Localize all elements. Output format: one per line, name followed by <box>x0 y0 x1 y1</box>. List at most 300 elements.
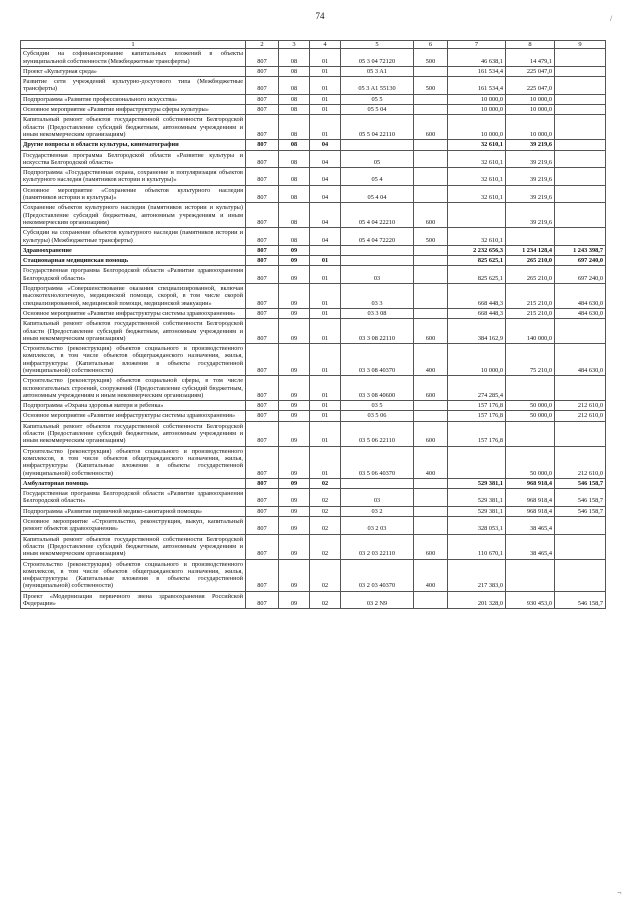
expense-type <box>414 105 448 115</box>
column-header: 2 <box>246 41 279 49</box>
section-code: 09 <box>279 376 310 401</box>
target-article <box>341 140 414 150</box>
amount-year2: 10 000,0 <box>506 94 555 104</box>
expense-type <box>414 411 448 421</box>
expense-type: 400 <box>414 344 448 376</box>
section-code: 08 <box>279 140 310 150</box>
ministry-code: 807 <box>246 256 279 266</box>
table-row <box>21 266 606 284</box>
target-article: 03 2 03 22110 <box>341 534 414 559</box>
column-header: 3 <box>279 41 310 49</box>
amount-year3 <box>555 94 606 104</box>
amount-year1: 825 625,1 <box>448 266 506 284</box>
column-header: 7 <box>448 41 506 49</box>
row-name: Капитальный ремонт объектов государственной собственности Белгородской области (Предоставление субсидий бюджетным, автономным учреждениям и иным некоммерческим организациям) <box>21 115 246 140</box>
ministry-code: 807 <box>246 591 279 609</box>
subsection-code: 01 <box>310 49 341 67</box>
amount-year2: 225 047,0 <box>506 77 555 95</box>
amount-year2: 265 210,0 <box>506 266 555 284</box>
ministry-code: 807 <box>246 401 279 411</box>
ministry-code: 807 <box>246 49 279 67</box>
ministry-code: 807 <box>246 115 279 140</box>
expense-type <box>414 168 448 186</box>
amount-year3 <box>555 421 606 446</box>
amount-year1 <box>448 446 506 478</box>
amount-year3 <box>555 66 606 76</box>
target-article: 03 5 06 22110 <box>341 421 414 446</box>
section-code: 09 <box>279 421 310 446</box>
subsection-code: 02 <box>310 591 341 609</box>
ministry-code: 807 <box>246 105 279 115</box>
table-row <box>21 308 606 318</box>
amount-year3: 212 610,0 <box>555 401 606 411</box>
amount-year3: 484 630,0 <box>555 308 606 318</box>
ministry-code: 807 <box>246 421 279 446</box>
expense-type <box>414 489 448 507</box>
ministry-code: 807 <box>246 77 279 95</box>
target-article: 03 2 <box>341 506 414 516</box>
row-name: Амбулаторная помощь <box>21 478 246 488</box>
amount-year1: 161 534,4 <box>448 77 506 95</box>
amount-year2: 39 219,6 <box>506 203 555 228</box>
amount-year2 <box>506 228 555 246</box>
expense-type: 400 <box>414 446 448 478</box>
section-code: 09 <box>279 256 310 266</box>
section-code: 09 <box>279 266 310 284</box>
amount-year3: 546 158,7 <box>555 591 606 609</box>
subsection-code: 04 <box>310 168 341 186</box>
target-article: 03 3 <box>341 284 414 309</box>
ministry-code: 807 <box>246 284 279 309</box>
amount-year3 <box>555 203 606 228</box>
table-row <box>21 344 606 376</box>
target-article: 05 4 04 72220 <box>341 228 414 246</box>
table-row <box>21 228 606 246</box>
section-code: 09 <box>279 534 310 559</box>
amount-year3 <box>555 319 606 344</box>
table-row <box>21 559 606 591</box>
amount-year1: 529 381,1 <box>448 478 506 488</box>
amount-year2: 225 047,0 <box>506 66 555 76</box>
subsection-code: 01 <box>310 319 341 344</box>
ministry-code: 807 <box>246 344 279 376</box>
target-article: 05 <box>341 150 414 168</box>
ministry-code: 807 <box>246 168 279 186</box>
amount-year1: 529 381,1 <box>448 489 506 507</box>
table-row <box>21 421 606 446</box>
subsection-code: 02 <box>310 478 341 488</box>
subsection-code: 04 <box>310 150 341 168</box>
amount-year1: 10 000,0 <box>448 105 506 115</box>
amount-year2: 930 453,0 <box>506 591 555 609</box>
ministry-code: 807 <box>246 228 279 246</box>
expense-type: 500 <box>414 77 448 95</box>
row-name: Капитальный ремонт объектов государственной собственности Белгородской области (Предоставление субсидий бюджетным, автономным учреждениям и иным некоммерческим организациям) <box>21 421 246 446</box>
expense-type <box>414 150 448 168</box>
ministry-code: 807 <box>246 185 279 203</box>
amount-year1: 46 638,1 <box>448 49 506 67</box>
amount-year3 <box>555 77 606 95</box>
table-row <box>21 319 606 344</box>
column-header: 4 <box>310 41 341 49</box>
table-row <box>21 256 606 266</box>
expense-type: 500 <box>414 228 448 246</box>
table-row <box>21 401 606 411</box>
target-article: 03 3 08 22110 <box>341 319 414 344</box>
target-article: 05 5 04 <box>341 105 414 115</box>
section-code: 08 <box>279 203 310 228</box>
expense-type <box>414 308 448 318</box>
amount-year3: 697 240,0 <box>555 266 606 284</box>
target-article <box>341 245 414 255</box>
row-name: Основное мероприятие «Строительство, реконструкция, выкуп, капитальный ремонт объектов здравоохранения» <box>21 517 246 535</box>
subsection-code: 02 <box>310 517 341 535</box>
row-name: Сохранение объектов культурного наследия (памятников истории и культуры) (Предоставление субсидий бюджетным, автономным учреждениям и иным некоммерческим организациям) <box>21 203 246 228</box>
row-name: Строительство (реконструкция) объектов социального и производственного комплексов, в том числе объектов общегражданского назначения, жилья, инфраструктуры (Капитальные вложения в объекты государственной (муниципальной) собственности) <box>21 559 246 591</box>
target-article: 03 2 N9 <box>341 591 414 609</box>
subsection-code: 01 <box>310 256 341 266</box>
amount-year3: 212 610,0 <box>555 446 606 478</box>
target-article: 03 <box>341 266 414 284</box>
target-article: 05 3 04 72120 <box>341 49 414 67</box>
subsection-code: 01 <box>310 66 341 76</box>
amount-year2: 140 000,0 <box>506 319 555 344</box>
expense-type <box>414 245 448 255</box>
section-code: 08 <box>279 94 310 104</box>
section-code: 08 <box>279 66 310 76</box>
table-row <box>21 284 606 309</box>
ministry-code: 807 <box>246 376 279 401</box>
ministry-code: 807 <box>246 319 279 344</box>
table-row <box>21 105 606 115</box>
amount-year2: 265 210,0 <box>506 256 555 266</box>
target-article: 03 2 03 40370 <box>341 559 414 591</box>
row-name: Субсидии на сохранение объектов культурного наследия (памятников истории и культуры) (Межбюджетные трансферты) <box>21 228 246 246</box>
table-body <box>21 49 606 609</box>
target-article: 03 2 03 <box>341 517 414 535</box>
section-code: 08 <box>279 185 310 203</box>
row-name: Основное мероприятие «Развитие инфраструктуры сферы культуры» <box>21 105 246 115</box>
amount-year3 <box>555 228 606 246</box>
amount-year3 <box>555 168 606 186</box>
expense-type <box>414 284 448 309</box>
section-code: 09 <box>279 489 310 507</box>
expense-type <box>414 140 448 150</box>
subsection-code: 01 <box>310 344 341 376</box>
row-name: Основное мероприятие «Развитие инфраструктуры системы здравоохранения» <box>21 308 246 318</box>
row-name: Стационарная медицинская помощь <box>21 256 246 266</box>
target-article: 03 3 08 <box>341 308 414 318</box>
table-row <box>21 203 606 228</box>
subsection-code: 01 <box>310 376 341 401</box>
section-code: 09 <box>279 344 310 376</box>
section-code: 08 <box>279 49 310 67</box>
amount-year3 <box>555 376 606 401</box>
target-article: 05 4 04 22210 <box>341 203 414 228</box>
expense-type <box>414 185 448 203</box>
expense-type <box>414 256 448 266</box>
amount-year3 <box>555 150 606 168</box>
table-row <box>21 168 606 186</box>
amount-year1: 157 176,8 <box>448 411 506 421</box>
amount-year3 <box>555 115 606 140</box>
row-name: Капитальный ремонт объектов государственной собственности Белгородской области (Предоставление субсидий бюджетным, автономным учреждениям и иным некоммерческим организациям) <box>21 319 246 344</box>
ministry-code: 807 <box>246 203 279 228</box>
budget-table <box>20 40 606 609</box>
section-code: 08 <box>279 115 310 140</box>
section-code: 08 <box>279 168 310 186</box>
amount-year1 <box>448 203 506 228</box>
table-row <box>21 376 606 401</box>
row-name: Основное мероприятие «Сохранение объектов культурного наследия (памятников истории и культуры)» <box>21 185 246 203</box>
table-row <box>21 478 606 488</box>
ministry-code: 807 <box>246 308 279 318</box>
section-code: 09 <box>279 411 310 421</box>
column-header: 5 <box>341 41 414 49</box>
column-header: 1 <box>21 41 246 49</box>
amount-year2: 968 918,4 <box>506 506 555 516</box>
target-article: 05 5 <box>341 94 414 104</box>
table-row <box>21 446 606 478</box>
amount-year2: 39 219,6 <box>506 140 555 150</box>
ministry-code: 807 <box>246 559 279 591</box>
amount-year2: 968 918,4 <box>506 478 555 488</box>
row-name: Государственная программа Белгородской области «Развитие культуры и искусства Белгородской области» <box>21 150 246 168</box>
ministry-code: 807 <box>246 489 279 507</box>
target-article: 03 5 <box>341 401 414 411</box>
amount-year2: 215 210,0 <box>506 284 555 309</box>
table-row <box>21 489 606 507</box>
section-code: 09 <box>279 591 310 609</box>
row-name: Проект «Культурная среда» <box>21 66 246 76</box>
subsection-code: 04 <box>310 203 341 228</box>
target-article: 05 5 04 22110 <box>341 115 414 140</box>
target-article: 03 3 08 40370 <box>341 344 414 376</box>
amount-year1: 110 670,1 <box>448 534 506 559</box>
amount-year1: 161 534,4 <box>448 66 506 76</box>
amount-year3 <box>555 559 606 591</box>
subsection-code: 01 <box>310 421 341 446</box>
target-article <box>341 256 414 266</box>
expense-type: 600 <box>414 319 448 344</box>
amount-year2: 38 465,4 <box>506 534 555 559</box>
amount-year3: 546 158,7 <box>555 506 606 516</box>
row-name: Строительство (реконструкция) объектов социальной сферы, в том числе вспомогательных строений, сооружений (Предоставление субсидий бюджетным, автономным учреждениям и иным некоммерческим организациям) <box>21 376 246 401</box>
amount-year3: 546 158,7 <box>555 489 606 507</box>
subsection-code: 02 <box>310 506 341 516</box>
amount-year1: 32 610,1 <box>448 228 506 246</box>
target-article: 05 4 <box>341 168 414 186</box>
amount-year2 <box>506 559 555 591</box>
amount-year3 <box>555 517 606 535</box>
ministry-code: 807 <box>246 245 279 255</box>
subsection-code: 04 <box>310 228 341 246</box>
expense-type: 600 <box>414 203 448 228</box>
target-article: 05 4 04 <box>341 185 414 203</box>
subsection-code: 01 <box>310 77 341 95</box>
ministry-code: 807 <box>246 94 279 104</box>
expense-type <box>414 266 448 284</box>
amount-year2: 50 000,0 <box>506 401 555 411</box>
section-code: 08 <box>279 105 310 115</box>
row-name: Проект «Модернизация первичного звена здравоохранения Российской Федерации» <box>21 591 246 609</box>
amount-year3: 484 630,0 <box>555 284 606 309</box>
amount-year2: 968 918,4 <box>506 489 555 507</box>
row-name: Подпрограмма «Государственная охрана, сохранение и популяризация объектов культурного наследия (памятников истории и культуры)» <box>21 168 246 186</box>
table-row <box>21 591 606 609</box>
amount-year2: 215 210,0 <box>506 308 555 318</box>
amount-year2: 39 219,6 <box>506 168 555 186</box>
amount-year1: 157 176,8 <box>448 401 506 411</box>
row-name: Подпрограмма «Развитие профессионального искусства» <box>21 94 246 104</box>
amount-year2 <box>506 421 555 446</box>
subsection-code: 01 <box>310 284 341 309</box>
amount-year2: 10 000,0 <box>506 105 555 115</box>
amount-year2: 50 000,0 <box>506 411 555 421</box>
table-row <box>21 185 606 203</box>
section-code: 09 <box>279 559 310 591</box>
amount-year3 <box>555 140 606 150</box>
expense-type: 600 <box>414 115 448 140</box>
subsection-code: 01 <box>310 308 341 318</box>
column-header: 9 <box>555 41 606 49</box>
row-name: Основное мероприятие «Развитие инфраструктуры системы здравоохранения» <box>21 411 246 421</box>
amount-year3 <box>555 185 606 203</box>
amount-year2: 50 000,0 <box>506 446 555 478</box>
subsection-code: 02 <box>310 489 341 507</box>
ministry-code: 807 <box>246 266 279 284</box>
ministry-code: 807 <box>246 478 279 488</box>
amount-year1: 217 383,0 <box>448 559 506 591</box>
subsection-code: 01 <box>310 115 341 140</box>
table-row <box>21 140 606 150</box>
section-code: 09 <box>279 506 310 516</box>
section-code: 08 <box>279 228 310 246</box>
target-article: 03 5 06 40370 <box>341 446 414 478</box>
subsection-code: 04 <box>310 140 341 150</box>
amount-year3 <box>555 105 606 115</box>
subsection-code: 01 <box>310 266 341 284</box>
expense-type: 600 <box>414 534 448 559</box>
ministry-code: 807 <box>246 66 279 76</box>
row-name: Другие вопросы в области культуры, кинематографии <box>21 140 246 150</box>
ministry-code: 807 <box>246 446 279 478</box>
table-row <box>21 506 606 516</box>
section-code: 09 <box>279 308 310 318</box>
target-article: 03 3 08 40600 <box>341 376 414 401</box>
row-name: Подпрограмма «Совершенствование оказания специализированной, включая высокотехнологичную, медицинской помощи, скорой, в том числе скорой специализированной, медицинской помощи, медицинской эвакуации» <box>21 284 246 309</box>
amount-year1: 32 610,1 <box>448 168 506 186</box>
amount-year1: 32 610,1 <box>448 150 506 168</box>
table-row <box>21 517 606 535</box>
section-code: 09 <box>279 446 310 478</box>
amount-year3 <box>555 534 606 559</box>
amount-year1: 32 610,1 <box>448 140 506 150</box>
row-name: Государственная программа Белгородской области «Развитие здравоохранения Белгородской области» <box>21 489 246 507</box>
subsection-code: 01 <box>310 105 341 115</box>
expense-type: 600 <box>414 376 448 401</box>
table-header-row <box>21 41 606 49</box>
amount-year3 <box>555 49 606 67</box>
table-row <box>21 534 606 559</box>
table-row <box>21 245 606 255</box>
column-header: 8 <box>506 41 555 49</box>
amount-year3: 484 630,0 <box>555 344 606 376</box>
table-row <box>21 115 606 140</box>
table-row <box>21 411 606 421</box>
expense-type <box>414 506 448 516</box>
row-name: Строительство (реконструкция) объектов социального и производственного комплексов, в том числе объектов общегражданского назначения, жилья, инфраструктуры (Капитальные вложения в объекты государственной (муниципальной) собственности) <box>21 446 246 478</box>
subsection-code <box>310 245 341 255</box>
amount-year2 <box>506 376 555 401</box>
amount-year1: 32 610,1 <box>448 185 506 203</box>
amount-year1: 2 232 656,3 <box>448 245 506 255</box>
row-name: Капитальный ремонт объектов государственной собственности Белгородской области (Предоставление субсидий бюджетным, автономным учреждениям и иным некоммерческим организациям) <box>21 534 246 559</box>
amount-year1: 328 053,1 <box>448 517 506 535</box>
row-name: Здравоохранение <box>21 245 246 255</box>
amount-year2: 1 234 128,4 <box>506 245 555 255</box>
amount-year2: 75 210,0 <box>506 344 555 376</box>
subsection-code: 04 <box>310 185 341 203</box>
amount-year1: 201 328,0 <box>448 591 506 609</box>
amount-year3: 212 610,0 <box>555 411 606 421</box>
corner-mark: / <box>610 14 613 23</box>
ministry-code: 807 <box>246 534 279 559</box>
ministry-code: 807 <box>246 150 279 168</box>
section-code: 09 <box>279 517 310 535</box>
row-name: Развитие сети учреждений культурно-досугового типа (Межбюджетные трансферты) <box>21 77 246 95</box>
amount-year1: 668 448,3 <box>448 308 506 318</box>
subsection-code: 01 <box>310 446 341 478</box>
expense-type <box>414 66 448 76</box>
expense-type <box>414 478 448 488</box>
ministry-code: 807 <box>246 140 279 150</box>
section-code: 09 <box>279 245 310 255</box>
section-code: 08 <box>279 150 310 168</box>
column-header: 6 <box>414 41 448 49</box>
amount-year3: 697 240,0 <box>555 256 606 266</box>
target-article: 05 3 A1 <box>341 66 414 76</box>
expense-type <box>414 401 448 411</box>
section-code: 08 <box>279 77 310 95</box>
target-article <box>341 478 414 488</box>
ministry-code: 807 <box>246 517 279 535</box>
expense-type <box>414 517 448 535</box>
subsection-code: 01 <box>310 411 341 421</box>
subsection-code: 01 <box>310 94 341 104</box>
row-name: Строительство (реконструкция) объектов социального и производственного комплексов, в том числе объектов общегражданского назначения, жилья, инфраструктуры (Капитальные вложения в объекты государственной (муниципальной) собственности) <box>21 344 246 376</box>
bottom-mark: ¬ <box>617 888 622 897</box>
amount-year1: 10 000,0 <box>448 94 506 104</box>
subsection-code: 02 <box>310 534 341 559</box>
target-article: 03 <box>341 489 414 507</box>
table-row <box>21 150 606 168</box>
amount-year1: 157 176,8 <box>448 421 506 446</box>
amount-year3: 546 158,7 <box>555 478 606 488</box>
amount-year1: 825 625,1 <box>448 256 506 266</box>
amount-year1: 10 000,0 <box>448 344 506 376</box>
table-row <box>21 66 606 76</box>
row-name: Субсидии на софинансирование капитальных вложений в объекты муниципальной собственности (Межбюджетные трансферты) <box>21 49 246 67</box>
row-name: Подпрограмма «Развитие первичной медико-санитарной помощи» <box>21 506 246 516</box>
target-article: 03 5 06 <box>341 411 414 421</box>
target-article: 05 3 A1 55130 <box>341 77 414 95</box>
subsection-code: 02 <box>310 559 341 591</box>
ministry-code: 807 <box>246 411 279 421</box>
amount-year2: 39 219,6 <box>506 150 555 168</box>
amount-year1: 384 162,9 <box>448 319 506 344</box>
section-code: 09 <box>279 401 310 411</box>
